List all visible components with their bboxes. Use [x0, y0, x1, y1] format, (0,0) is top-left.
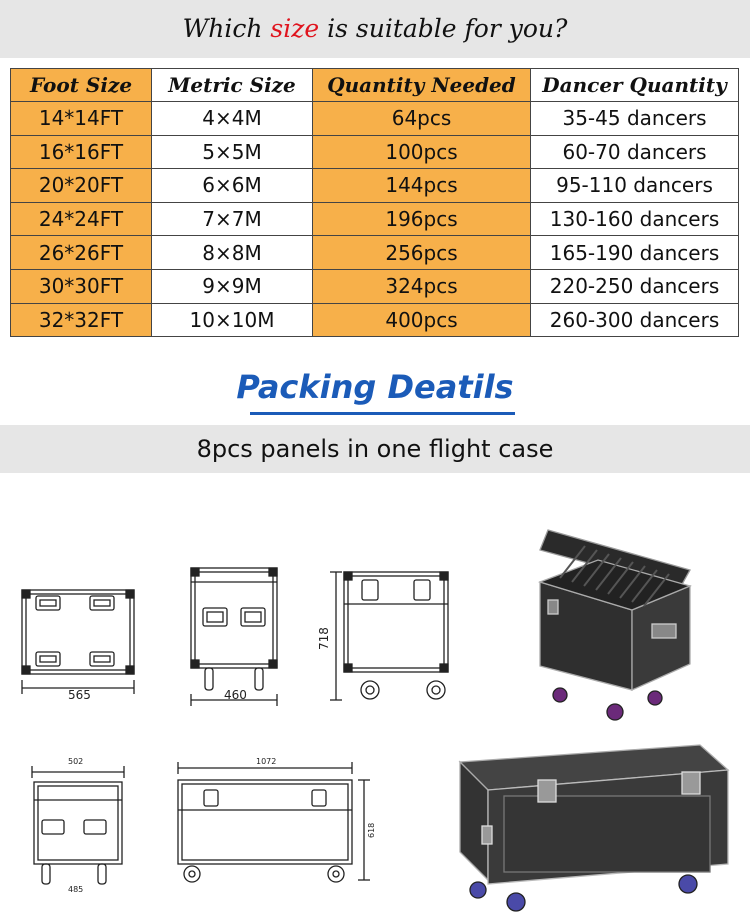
length-dimension-label: 1072: [256, 757, 277, 766]
foot-size-cell: 16*16FT: [11, 135, 152, 169]
quantity-cell: 144pcs: [313, 169, 531, 203]
dancer-cell: 35-45 dancers: [531, 102, 739, 136]
closed-flight-case-photo: [460, 745, 728, 911]
height-dimension-label: 718: [317, 627, 331, 650]
title-text-end: is suitable for you?: [319, 14, 568, 43]
depth-dimension-label: 460: [224, 688, 247, 702]
quantity-cell: 400pcs: [313, 303, 531, 337]
packing-subtitle: 8pcs panels in one flight case: [196, 435, 554, 463]
metric-size-cell: 10×10M: [152, 303, 313, 337]
title-highlight: size: [270, 14, 320, 43]
dancer-cell: 260-300 dancers: [531, 303, 739, 337]
dancer-cell: 130-160 dancers: [531, 202, 739, 236]
dancer-cell: 165-190 dancers: [531, 236, 739, 270]
open-flight-case-photo: [540, 530, 690, 720]
quantity-cell: 64pcs: [313, 102, 531, 136]
foot-size-cell: 32*32FT: [11, 303, 152, 337]
header-foot-size: Foot Size: [11, 69, 152, 102]
depth-bottom-dimension-label: 485: [68, 885, 84, 894]
dancer-cell: 60-70 dancers: [531, 135, 739, 169]
foot-size-cell: 20*20FT: [11, 169, 152, 203]
header-dancer-quantity: Dancer Quantity: [531, 69, 739, 102]
metric-size-cell: 8×8M: [152, 236, 313, 270]
quantity-cell: 324pcs: [313, 269, 531, 303]
depth-dimension-label: 502: [68, 757, 84, 766]
dancer-cell: 95-110 dancers: [531, 169, 739, 203]
small-case-side-view: [191, 568, 277, 706]
handle-icon: [36, 596, 114, 666]
dancer-cell: 220-250 dancers: [531, 269, 739, 303]
metric-size-cell: 5×5M: [152, 135, 313, 169]
quantity-cell: 196pcs: [313, 202, 531, 236]
foot-size-cell: 24*24FT: [11, 202, 152, 236]
width-dimension-label: 565: [68, 688, 91, 702]
title-text-start: Which: [182, 14, 271, 43]
large-case-front-view: [178, 757, 376, 882]
quantity-cell: 100pcs: [313, 135, 531, 169]
metric-size-cell: 9×9M: [152, 269, 313, 303]
header-metric-size: Metric Size: [152, 69, 313, 102]
metric-size-cell: 4×4M: [152, 102, 313, 136]
metric-size-cell: 7×7M: [152, 202, 313, 236]
height-dimension-label: 618: [367, 822, 376, 838]
foot-size-cell: 30*30FT: [11, 269, 152, 303]
foot-size-cell: 14*14FT: [11, 102, 152, 136]
foot-size-cell: 26*26FT: [11, 236, 152, 270]
packing-title: Packing Deatils: [236, 368, 514, 406]
quantity-cell: 256pcs: [313, 236, 531, 270]
header-quantity-needed: Quantity Needed: [313, 69, 531, 102]
large-case-side-view: [32, 757, 124, 894]
small-case-top-view: [22, 590, 134, 702]
small-case-front-view: [317, 572, 448, 700]
metric-size-cell: 6×6M: [152, 169, 313, 203]
